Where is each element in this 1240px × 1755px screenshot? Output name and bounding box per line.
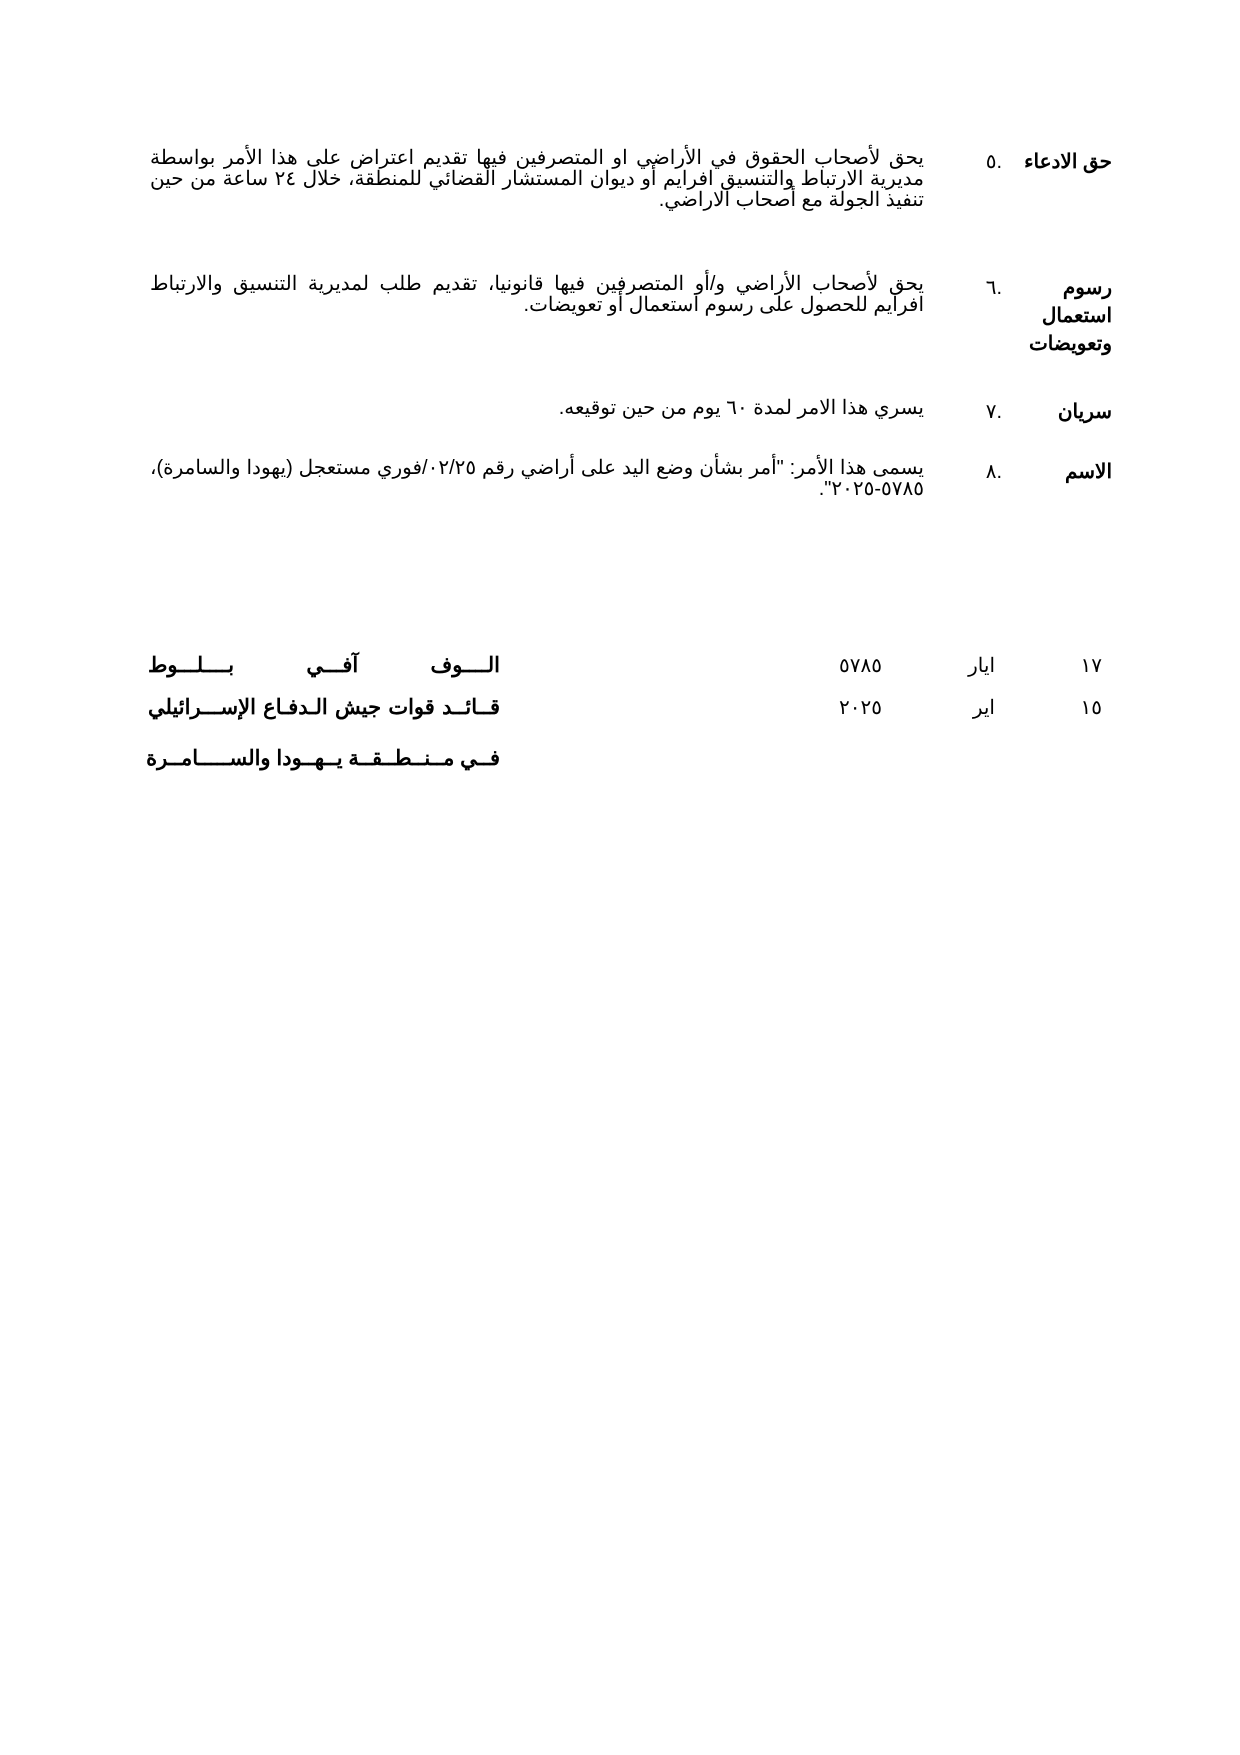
clause-heading: حق الادعاء [1024,151,1112,173]
clause-heading: رسوم استعمال وتعويضات [1028,277,1112,355]
clause-body: يحق لأصحاب الحقوق في الأراضي او المتصرفين فيها تقديم اعتراض على هذا الأمر بواسطة مديرية الارتباط والتنسيق افرايم أو ديوان المستشار القضائي للمنطقة، خلال ٢٤ ساعة من حين تنفيذ الجولة مع أصحاب الاراضي. [150,147,924,211]
signatory-title: قــائــد قوات جيش الـدفـاع الإســـرائيلي [148,696,500,719]
clause-body: يسمى هذا الأمر: "أمر بشأن وضع اليد على أراضي رقم ٠٢/٢٥/فوري مستعجل (يهودا والسامرة)، ٥٧٨٥-٢٠٢٥". [150,457,924,500]
signature-row [0,648,1240,684]
clause-heading: سريان [1057,401,1112,423]
clause-body: يسري هذا الامر لمدة ٦٠ يوم من حين توقيعه. [558,397,924,419]
clause-heading: الاسم [1064,461,1112,483]
hebrew-date-day: ١٧ [1080,655,1102,677]
clause-number: .٧ [985,401,1002,423]
clause-number: .٥ [985,151,1002,173]
hebrew-date-year: ٥٧٨٥ [839,655,882,677]
clause-body: يحق لأصحاب الأراضي و/أو المتصرفين فيها قانونيا، تقديم طلب لمديرية التنسيق والارتباط افرايم للحصول على رسوم استعمال أو تعويضات. [150,273,924,316]
signature-row [0,741,1240,777]
signatory-region: فــي مــنــطــقــة يــهــودا والســـــامــرة [146,747,500,770]
gregorian-date-year: ٢٠٢٥ [839,697,882,719]
hebrew-date-month: ايار [968,655,995,677]
signatory-rank-name: الــــوف آفـــي بــــلـــوط [148,654,500,677]
signature-row [0,690,1240,726]
clause-number: .٦ [985,277,1002,299]
gregorian-date-day: ١٥ [1080,697,1102,719]
clause-number: .٨ [985,461,1002,483]
gregorian-date-month: اير [972,697,995,719]
